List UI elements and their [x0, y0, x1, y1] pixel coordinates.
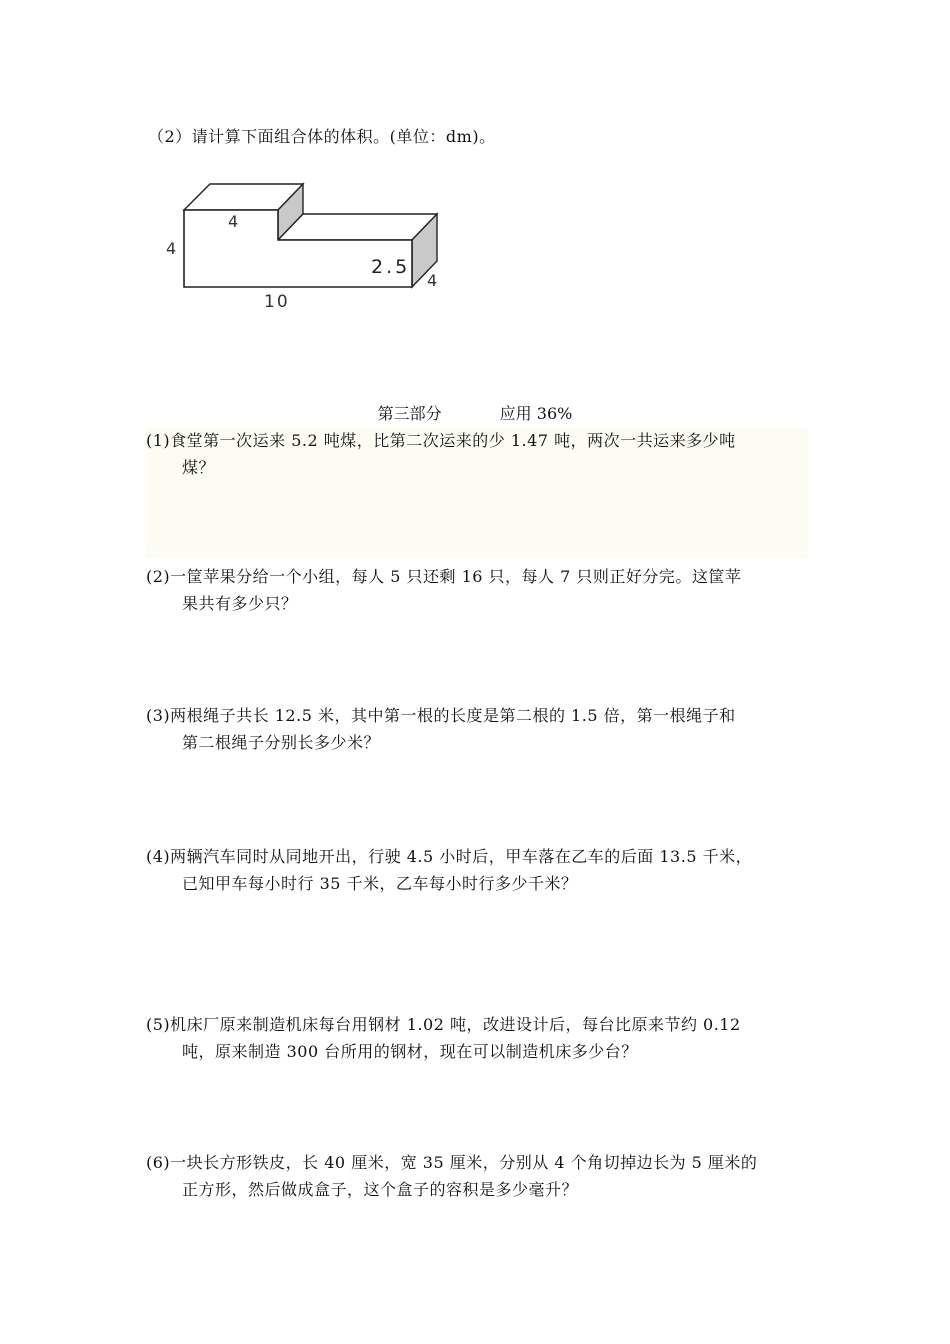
problem-3-line-1: (3)两根绳子共长 12.5 米，其中第一根的长度是第二根的 1.5 倍，第一根绳子和 [146, 706, 736, 725]
problem-1-line-2: 煤？ [182, 458, 216, 477]
problem-5-line-1: (5)机床厂原来制造机床每台用钢材 1.02 吨，改进设计后，每台比原来节约 0.12 [146, 1015, 741, 1034]
problem-1 [146, 427, 816, 481]
problem-2-line-1: (2)一筐苹果分给一个小组，每人 5 只还剩 16 只，每人 7 只则正好分完。这筐苹 [146, 567, 742, 586]
problem-3 [146, 702, 816, 756]
problem-2-line-2: 果共有多少只？ [182, 594, 298, 613]
problem-2 [146, 563, 816, 617]
label-top-width: 4 [228, 212, 239, 231]
problem-6-line-2: 正方形，然后做成盒子，这个盒子的容积是多少毫升？ [182, 1180, 579, 1199]
section-title-part: 第三部分 [377, 404, 442, 423]
problem-6-line-1: (6)一块长方形铁皮，长 40 厘米，宽 35 厘米，分别从 4 个角切掉边长为 5 厘米的 [146, 1153, 758, 1172]
composite-solid-diagram [160, 176, 450, 316]
problem-4 [146, 843, 816, 897]
section-title-weight: 应用 36% [499, 404, 573, 423]
low-block-top-face [278, 214, 437, 240]
label-depth: 4 [427, 271, 438, 290]
problem-6 [146, 1149, 816, 1203]
problem-5 [146, 1011, 816, 1065]
problem-4-line-2: 已知甲车每小时行 35 千米，乙车每小时行多少千米？ [182, 874, 578, 893]
composite-solid-figure [160, 176, 450, 316]
label-length: 10 [264, 292, 290, 312]
question-2-intro: （2）请计算下面组合体的体积。(单位：dm)。 [148, 127, 496, 146]
problem-5-line-2: 吨，原来制造 300 台所用的钢材，现在可以制造机床多少台？ [182, 1042, 638, 1061]
label-step-height: 2.5 [371, 256, 411, 278]
section-title [0, 401, 950, 424]
problem-3-line-2: 第二根绳子分别长多少米？ [182, 733, 381, 752]
problem-4-line-1: (4)两辆汽车同时从同地开出，行驶 4.5 小时后，甲车落在乙车的后面 13.5 千米， [146, 847, 753, 866]
label-height: 4 [166, 239, 177, 258]
problem-1-line-1: (1)食堂第一次运来 5.2 吨煤，比第二次运来的少 1.47 吨，两次一共运来多少吨 [146, 431, 736, 450]
